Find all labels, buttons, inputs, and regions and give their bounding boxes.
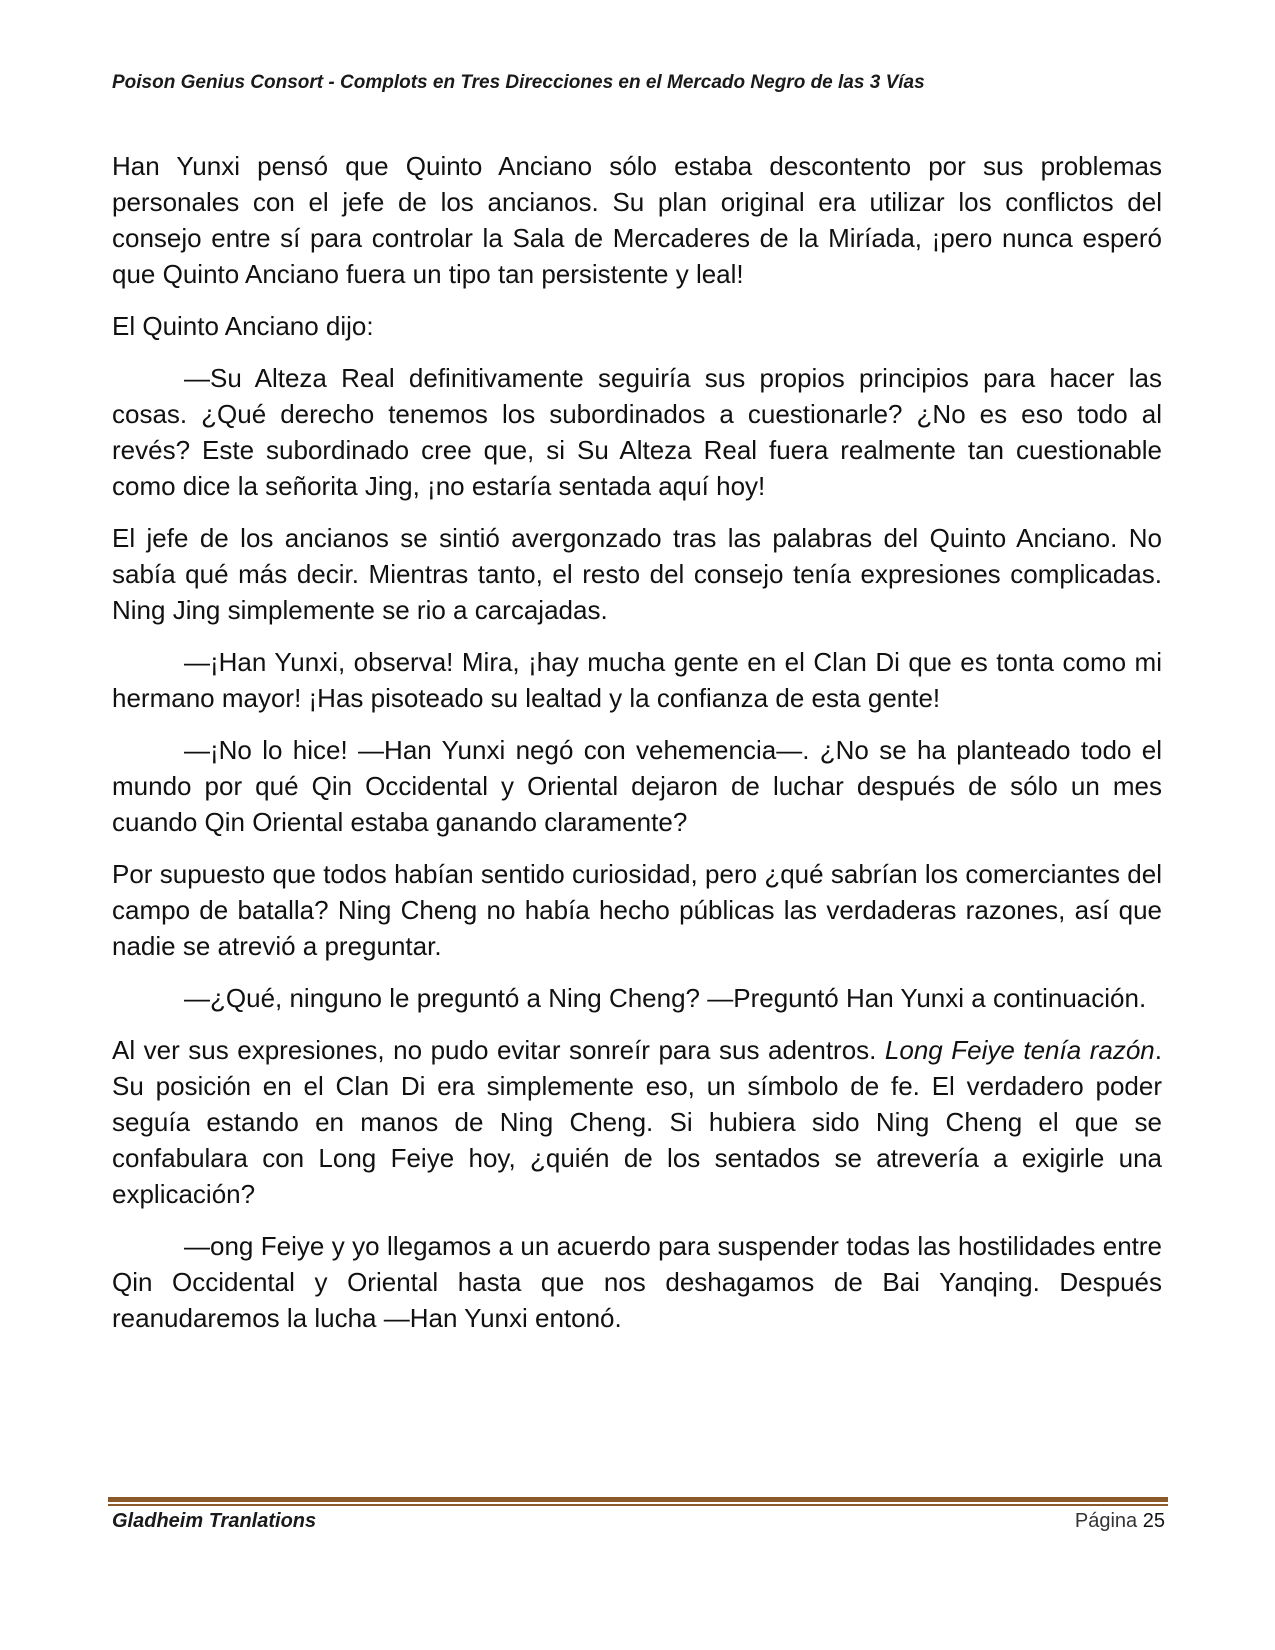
paragraph-9	[112, 1032, 1162, 1212]
page-body	[112, 148, 1162, 1352]
footer-page	[1075, 1510, 1165, 1533]
paragraph-6-dialogue: —¡No lo hice! —Han Yunxi negó con vehemencia—. ¿No se ha planteado todo el mundo por qué Qin Occidental y Oriental dejaron de luchar después de sólo un mes cuando Qin Oriental estaba ganando claramente?	[112, 735, 1162, 837]
page-label: Página	[1074, 1510, 1138, 1532]
paragraph-8-dialogue: —¿Qué, ninguno le preguntó a Ning Cheng? —Preguntó Han Yunxi a continuación.	[184, 983, 1147, 1013]
paragraph-9-text-b: . Su posición en el Clan Di era simplemente eso, un símbolo de fe. El verdadero poder seguía estando en manos de Ning Cheng. Si hubiera sido Ning Cheng el que se confabulara con Long Feiye hoy, ¿quién de los sentados se atrevería a exigirle una explicación?	[112, 1035, 1162, 1209]
footer-divider-thick	[108, 1497, 1168, 1502]
footer-divider-thin	[108, 1504, 1168, 1506]
page-number: 25	[1142, 1510, 1165, 1532]
paragraph-10-dialogue: —ong Feiye y yo llegamos a un acuerdo para suspender todas las hostilidades entre Qin Occidental y Oriental hasta que nos deshagamos de Bai Yanqing. Después reanudaremos la lucha —Han Yunxi entonó.	[112, 1231, 1162, 1333]
paragraph-9-italic-thought: Long Feiye tenía razón	[884, 1035, 1155, 1065]
paragraph-4: El jefe de los ancianos se sintió avergonzado tras las palabras del Quinto Anciano. No sabía qué más decir. Mientras tanto, el resto del consejo tenía expresiones complicadas. Ning Jing simplemente se rio a carcajadas.	[112, 523, 1162, 625]
paragraph-5-dialogue: —¡Han Yunxi, observa! Mira, ¡hay mucha gente en el Clan Di que es tonta como mi hermano mayor! ¡Has pisoteado su lealtad y la confianza de esta gente!	[112, 647, 1162, 713]
footer-publisher: Gladheim Tranlations	[112, 1510, 317, 1532]
running-header: Poison Genius Consort - Complots en Tres Direcciones en el Mercado Negro de las 3 Vías	[112, 72, 925, 93]
paragraph-9-text-a: Al ver sus expresiones, no pudo evitar sonreír para sus adentros.	[112, 1035, 885, 1065]
paragraph-7: Por supuesto que todos habían sentido curiosidad, pero ¿qué sabrían los comerciantes del campo de batalla? Ning Cheng no había hecho públicas las verdaderas razones, así que nadie se atrevió a preguntar.	[112, 859, 1162, 961]
paragraph-3-dialogue: —Su Alteza Real definitivamente seguiría sus propios principios para hacer las cosas. ¿Qué derecho tenemos los subordinados a cuestionarle? ¿No es eso todo al revés? Este subordinado cree que, si Su Alteza Real fuera realmente tan cuestionable como dice la señorita Jing, ¡no estaría sentada aquí hoy!	[112, 363, 1162, 501]
paragraph-2: El Quinto Anciano dijo:	[112, 311, 374, 341]
paragraph-1: Han Yunxi pensó que Quinto Anciano sólo estaba descontento por sus problemas personales con el jefe de los ancianos. Su plan original era utilizar los conflictos del consejo entre sí para controlar la Sala de Mercaderes de la Miríada, ¡pero nunca esperó que Quinto Anciano fuera un tipo tan persistente y leal!	[112, 151, 1162, 289]
